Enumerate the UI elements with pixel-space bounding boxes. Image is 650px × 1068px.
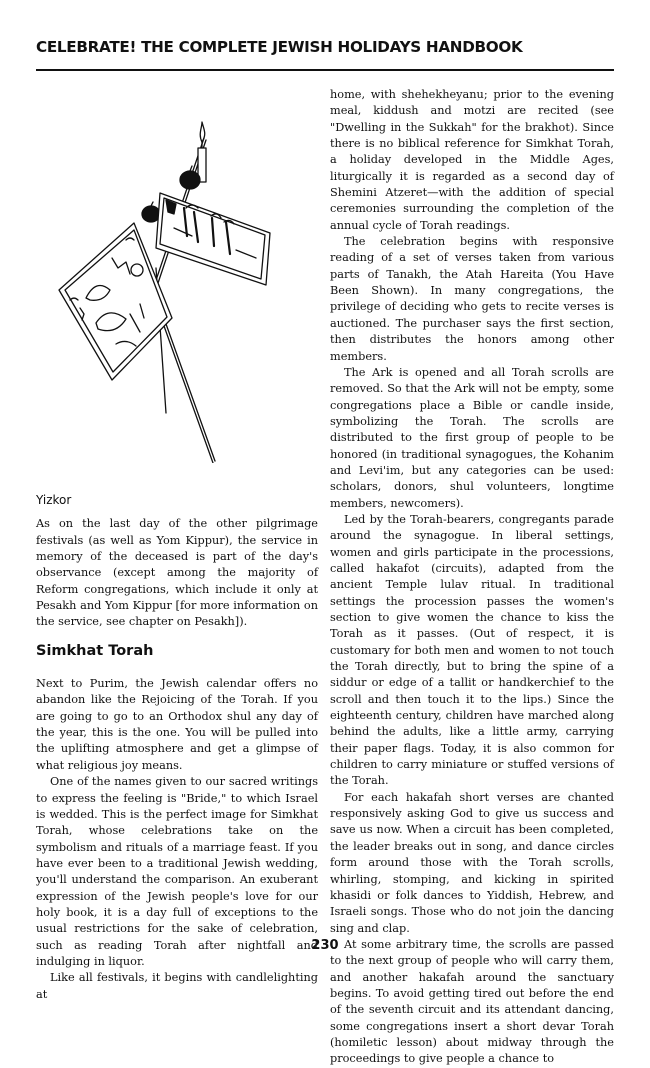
body-paragraph: At some arbitrary time, the scrolls are passed to the next group of people who will carry them, and another hakafah around the sanctuary begins. To avoid getting tired out before the end of the seventh circuit and its attendant dancing, some congregations insert a short devar Torah (homiletic lesson) about midway through the proceedings to give people a chance to [330, 937, 614, 1066]
right-column [330, 87, 614, 1068]
body-paragraph: Like all festivals, it begins with candlelighting at [36, 971, 318, 1001]
body-paragraph: Led by the Torah-bearers, congregants parade around the synagogue. In liberal settings, women and girls participate in the processions, called hakafot (circuits), adapted from the ancient Temple lulav ritual. In traditional settings the procession passes the women's section to give women the chance to kiss the Torah as it passes. (Out of respect, it is customary for both men and women to not touch the Torah directly, but to bring the spine of a siddur or edge of a tallit or handkerchief to the scroll and then touch it to the lips.) Since the eighteenth century, children have marched along behind the adults, like a little army, carrying their paper flags. Today, it is also common for children to carry miniature or stuffed versions of the Torah. [330, 512, 614, 788]
body-paragraph: The Ark is opened and all Torah scrolls are removed. So that the Ark will not be empty, some congregations place a Bible or candle inside, symbolizing the Torah. The scrolls are distributed to the first group of people to be honored (in traditional synagogues, the Kohanim and Levi'im, but any categories can be used: scholars, donors, shul volunteers, longtime members, newcomers). [330, 365, 614, 510]
simkhat-torah-flags-illustration [56, 118, 306, 463]
body-paragraph: home, with shehekheyanu; prior to the evening meal, kiddush and motzi are recited (see "Dwelling in the Sukkah" for the brakhot). Since there is no biblical reference for Simkhat Torah, a holiday developed in the Middle Ages, liturgically it is regarded as a second day of Shemini Atzeret—with the addition of special ceremonies surrounding the completion of the annual cycle of Torah readings. [330, 88, 614, 232]
yizkor-heading: Yizkor [36, 493, 72, 507]
body-paragraph: For each hakafah short verses are chanted responsively asking God to give us success and save us now. When a circuit has been completed, the leader breaks out in song, and dance circles form around those with the Torah scrolls, whirling, stomping, and kicking in spirited khasidi or folk dances to Yiddish, Hebrew, and Israeli songs. Those who do not join the dancing sing and clap. [330, 790, 614, 935]
header-rule [36, 69, 614, 71]
left-column [36, 492, 318, 1003]
simkhat-torah-heading: Simkhat Torah [36, 642, 154, 659]
body-paragraph: One of the names given to our sacred writings to express the feeling is "Bride," to which Israel is wedded. This is the perfect image for Simkhat Torah, whose celebrations take on the symbolism and rituals of a marriage feast. If you have ever been to a traditional Jewish wedding, you'll understand the comparison. An exuberant expression of the Jewish people's love for our holy book, it is a day full of exceptions to the usual restrictions for the sake of celebration, such as reading Torah after nightfall and indulging in liquor. [36, 775, 318, 968]
running-head: CELEBRATE! THE COMPLETE JEWISH HOLIDAYS HANDBOOK [36, 38, 523, 56]
page-number: 230 [311, 938, 339, 953]
body-paragraph: Next to Purim, the Jewish calendar offers no abandon like the Rejoicing of the Torah. If you are going to go to an Orthodox shul any day of the year, this is the one. You will be pulled into the uplifting atmosphere and get a glimpse of what religious joy means. [36, 677, 318, 772]
yizkor-paragraph: As on the last day of the other pilgrimage festivals (as well as Yom Kippur), the service in memory of the deceased is part of the day's observance (except among the majority of Reform congregations, which include it only at Pesakh and Yom Kippur [for more information on the service, see chapter on Pesakh]). [36, 517, 318, 629]
body-paragraph: The celebration begins with responsive reading of a set of verses taken from various parts of Tanakh, the Atah Hareita (You Have Been Shown). In many congregations, the privilege of deciding who gets to recite verses is auctioned. The purchaser says the first section, then distributes the honors among other members. [330, 235, 614, 363]
